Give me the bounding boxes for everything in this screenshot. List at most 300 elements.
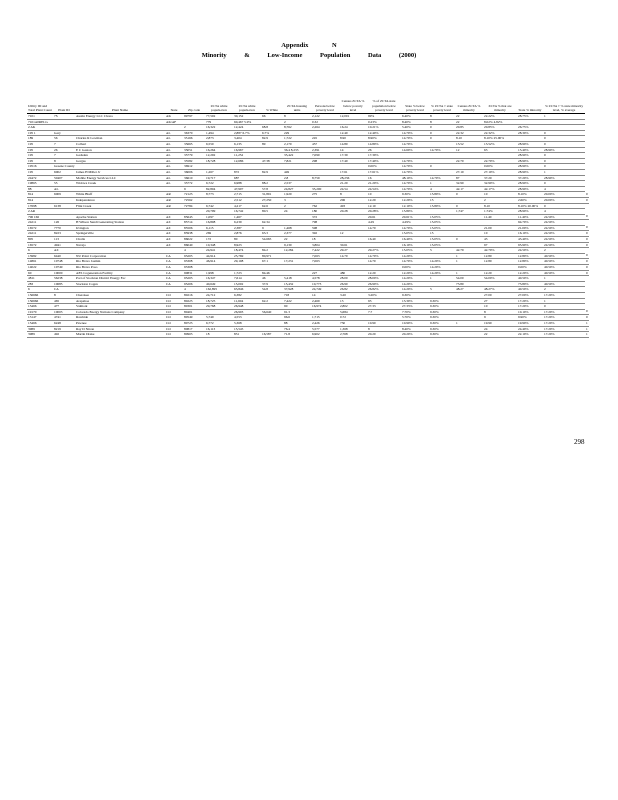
table-cell: 0 bbox=[429, 125, 455, 131]
table-cell: 80,971 bbox=[261, 253, 283, 259]
table-cell: 0.00% bbox=[401, 265, 429, 271]
table-cell: 80903 bbox=[183, 332, 205, 338]
table-cell: Flint Creek bbox=[75, 203, 165, 209]
table-cell: 22 bbox=[455, 119, 483, 125]
table-cell: 46 bbox=[261, 276, 283, 282]
table-cell: 17698 bbox=[27, 203, 53, 209]
table-cell: 805 bbox=[27, 237, 53, 243]
table-cell: 14.70% bbox=[401, 141, 429, 147]
table-cell: 1 bbox=[543, 114, 585, 120]
table-cell: 21.00% bbox=[517, 225, 543, 231]
table-cell: 62.2 bbox=[261, 298, 283, 304]
table-cell: 8 bbox=[429, 114, 455, 120]
table-cell: AK/AF bbox=[165, 119, 183, 125]
column-header: State bbox=[165, 64, 183, 114]
table-cell: 80.5 bbox=[261, 209, 283, 215]
table-cell: 0 bbox=[543, 304, 585, 310]
table-cell: 80549 bbox=[183, 315, 205, 321]
table-cell: 30,152 bbox=[233, 114, 261, 120]
table-cell: Colorado Energy Nations Company bbox=[75, 309, 165, 315]
table-cell: AZ bbox=[165, 231, 183, 237]
table-cell: 40.50% bbox=[543, 270, 585, 276]
document-title bbox=[0, 52, 618, 59]
table-cell: 12,284 bbox=[283, 248, 311, 254]
table-cell: 15.80% bbox=[429, 203, 455, 209]
table-cell: 14.80 bbox=[339, 141, 367, 147]
table-cell: 7101 bbox=[27, 114, 53, 120]
table-cell: 24 bbox=[483, 326, 517, 332]
table-cell: 17.20% bbox=[543, 293, 585, 299]
table-cell: 24.50% bbox=[517, 248, 543, 254]
table-cell: James H Miller Jr bbox=[75, 169, 165, 175]
table-cell: AL bbox=[165, 147, 183, 153]
table-cell: 6,988 bbox=[233, 181, 261, 187]
table-cell: 15,545 bbox=[233, 326, 261, 332]
table-cell: 0 bbox=[543, 141, 585, 147]
table-cell: 17,231 bbox=[283, 259, 311, 265]
table-cell: 42.17 bbox=[455, 186, 483, 192]
table-cell: 14.70% bbox=[429, 147, 455, 153]
table-cell: 99797 bbox=[183, 114, 205, 120]
table-cell: 4,553 bbox=[233, 315, 261, 321]
table-cell: 91.3 bbox=[283, 309, 311, 315]
table-cell: 24.54% bbox=[367, 186, 401, 192]
table-cell: 2,387 bbox=[233, 225, 261, 231]
table-cell: 28.90% bbox=[517, 158, 543, 164]
table-cell: 3.20 bbox=[339, 293, 367, 299]
table-cell: 26.90 bbox=[339, 281, 367, 287]
table-cell: 4 bbox=[183, 287, 205, 293]
table-cell: 195 bbox=[27, 153, 53, 159]
table-cell: 2 bbox=[283, 119, 311, 125]
table-cell: AL bbox=[165, 158, 183, 164]
table-cell: 89 bbox=[261, 141, 283, 147]
table-cell: 2,715 bbox=[233, 192, 261, 198]
table-cell: CO bbox=[165, 293, 183, 299]
table-cell: 9.30% bbox=[429, 309, 455, 315]
table-cell: 814 bbox=[27, 197, 53, 203]
table-cell: White Bluff bbox=[75, 192, 165, 198]
table-cell: 0 bbox=[586, 225, 588, 230]
table-cell: 27,250 bbox=[261, 197, 283, 203]
table-cell: 5 bbox=[429, 287, 455, 293]
table-cell: 15466 bbox=[27, 320, 53, 326]
table-cell: 8,762 bbox=[283, 125, 311, 131]
table-cell: 457 bbox=[311, 141, 339, 147]
table-cell: 1 bbox=[455, 259, 483, 265]
table-cell: 492 bbox=[53, 332, 75, 338]
table-cell: 25,769 bbox=[233, 253, 261, 259]
table-cell: AZ bbox=[165, 214, 183, 220]
table-cell: 17.20% bbox=[543, 332, 585, 338]
table-cell: 762 bbox=[311, 203, 339, 209]
table-cell: 10,348 bbox=[205, 242, 233, 248]
table-cell: 35665 bbox=[183, 141, 205, 147]
table-cell: 14.70% bbox=[401, 130, 429, 136]
table-cell: 172 bbox=[205, 237, 233, 243]
table-cell: 8.40% bbox=[401, 326, 429, 332]
table-cell: 1 bbox=[455, 320, 483, 326]
table-cell: 8223 bbox=[53, 231, 75, 237]
table-cell: 7770 bbox=[53, 225, 75, 231]
table-cell: 6138 bbox=[53, 203, 75, 209]
column-header: Utility ID and Total Plant Count bbox=[27, 64, 53, 114]
table-cell: 14.80% bbox=[367, 141, 401, 147]
table-cell: Rawhide bbox=[75, 315, 165, 321]
table-cell: 11.40% bbox=[517, 214, 543, 220]
table-cell: Charles R Lowman bbox=[75, 136, 165, 142]
table-cell: 10000 bbox=[53, 270, 75, 276]
table-cell: 2 bbox=[543, 287, 585, 293]
table-cell: 68.8 bbox=[261, 125, 283, 131]
table-cell: 14.70 bbox=[367, 259, 401, 265]
table-cell: 16,113 bbox=[205, 326, 233, 332]
table-cell: 24.50% bbox=[543, 231, 585, 237]
table-cell: 28.90% bbox=[543, 175, 585, 181]
table-cell: 66 bbox=[261, 114, 283, 120]
table-cell: AL bbox=[53, 186, 75, 192]
table-cell: 0 bbox=[586, 315, 588, 320]
table-cell: 480 bbox=[339, 270, 367, 276]
table-cell: 54.00 bbox=[455, 276, 483, 282]
table-cell: Widows Creek bbox=[75, 181, 165, 187]
table-cell: 2,426 bbox=[311, 320, 339, 326]
table-cell: 85506 bbox=[183, 225, 205, 231]
table-cell: 17.61 bbox=[339, 169, 367, 175]
table-cell: 477 bbox=[53, 304, 75, 310]
table-cell: 18 bbox=[205, 332, 233, 338]
table-cell: 95206 bbox=[183, 281, 205, 287]
table-cell: Greene County bbox=[54, 164, 75, 169]
table-cell: 18,725 bbox=[205, 298, 233, 304]
table-cell: 195 bbox=[27, 158, 53, 164]
table-cell: 2 AR bbox=[27, 209, 53, 215]
column-header: % ZCTA > state poverty level bbox=[429, 64, 455, 114]
table-cell: 22.22% bbox=[483, 114, 517, 120]
table-cell: 12.80% bbox=[517, 259, 543, 265]
table-cell: 0 bbox=[455, 192, 483, 198]
table-cell: 0 bbox=[586, 214, 588, 219]
table-cell: 12.20 bbox=[483, 270, 517, 276]
table-cell: 80301 bbox=[183, 304, 205, 310]
table-cell: CO bbox=[165, 298, 183, 304]
table-cell: 10 bbox=[483, 304, 517, 310]
table-cell: 40.50% bbox=[543, 259, 585, 265]
table-cell: AZ bbox=[165, 220, 183, 226]
table-cell: 19,717 bbox=[205, 175, 233, 181]
table-cell: 24.50% bbox=[543, 225, 585, 231]
table-cell: 1 bbox=[586, 320, 588, 325]
table-cell: 17.61% bbox=[367, 169, 401, 175]
table-cell: 12.80 bbox=[483, 259, 517, 265]
table-cell: 6 bbox=[27, 248, 53, 254]
table-cell: 18,474 bbox=[233, 248, 261, 254]
table-cell: 0.00% bbox=[483, 164, 517, 170]
table-cell: 796 166 bbox=[27, 214, 53, 220]
column-header: % ZCTA > % state minority level, % average bbox=[543, 64, 585, 114]
column-header: % White bbox=[261, 64, 283, 114]
table-cell: Mobile Energy Services LLC bbox=[75, 175, 165, 181]
table-cell: 16572 bbox=[27, 225, 53, 231]
table-cell: Pawnee bbox=[75, 320, 165, 326]
table-cell: 0 bbox=[543, 136, 585, 142]
table-cell: 372 bbox=[311, 214, 339, 220]
table-cell: 82.9 bbox=[261, 136, 283, 142]
table-cell: 814 bbox=[27, 192, 53, 198]
table-cell: 14.20% bbox=[401, 253, 429, 259]
table-cell: 9.30% bbox=[429, 332, 455, 338]
table-cell: 46,914 bbox=[205, 259, 233, 265]
table-cell: 12.20% bbox=[517, 270, 543, 276]
table-cell: 4741 bbox=[53, 315, 75, 321]
table-row bbox=[27, 332, 589, 338]
table-cell: Gorgas bbox=[75, 158, 165, 164]
table-cell: 6.40% bbox=[401, 114, 429, 120]
table-cell: 12.40% bbox=[367, 130, 401, 136]
table-cell: 0 bbox=[543, 203, 585, 209]
table-cell: 20.28% bbox=[367, 209, 401, 215]
table-cell: 13147 bbox=[27, 315, 53, 321]
table-cell: 5,749 bbox=[205, 315, 233, 321]
table-cell: 95.90% bbox=[517, 242, 543, 248]
table-cell: AES Cogeneration Facility bbox=[75, 270, 165, 276]
table-cell: 20.00% bbox=[543, 197, 585, 203]
table-cell: CO bbox=[165, 326, 183, 332]
table-cell: 97 bbox=[483, 242, 517, 248]
appendix-letter: N bbox=[332, 42, 337, 49]
table-cell: CO bbox=[165, 332, 183, 338]
table-cell: 15.05% bbox=[429, 242, 455, 248]
table-cell: 27.33 bbox=[367, 304, 401, 310]
table-cell: 227 bbox=[311, 270, 339, 276]
table-cell: 14.70% bbox=[401, 164, 429, 170]
table-cell: 14.20% bbox=[401, 287, 429, 293]
table-cell: 1 bbox=[543, 169, 585, 175]
table-cell: 0.23% bbox=[367, 119, 401, 125]
column-header: State % below poverty level bbox=[401, 64, 429, 114]
table-cell: 9,130 bbox=[283, 242, 311, 248]
table-cell: 93308 bbox=[183, 259, 205, 265]
table-cell: CO bbox=[165, 320, 183, 326]
table-cell: 11.40 bbox=[483, 214, 517, 220]
table-cell: 2.60% bbox=[517, 197, 543, 203]
table-cell: 8,773 bbox=[205, 192, 233, 198]
table-cell: 15466 bbox=[27, 304, 53, 310]
table-cell: 26.75% bbox=[517, 125, 543, 131]
table-cell: AR bbox=[165, 197, 183, 203]
table-cell: AZ bbox=[165, 225, 183, 231]
table-cell: 2,391 bbox=[311, 147, 339, 153]
table-cell: 14.20% bbox=[429, 259, 455, 265]
table-cell: 17.39 bbox=[339, 153, 367, 159]
table-cell: 598 bbox=[311, 225, 339, 231]
table-cell: 12,001 bbox=[339, 114, 367, 120]
table-cell: 2,264 bbox=[311, 125, 339, 131]
table-cell: 17.20% bbox=[543, 326, 585, 332]
minority-income-table bbox=[27, 64, 589, 338]
table-cell: 20.85 bbox=[455, 125, 483, 131]
table-cell: 1 bbox=[543, 276, 585, 282]
table-cell: 730 bbox=[339, 320, 367, 326]
table-cell: 12 bbox=[339, 231, 367, 237]
table-cell: 8.90 bbox=[339, 136, 367, 142]
table-cell: 26,903 bbox=[233, 309, 261, 315]
table-cell: 24,712 bbox=[205, 293, 233, 299]
table-cell: AL bbox=[165, 175, 183, 181]
table-cell: 180 bbox=[311, 209, 339, 215]
table-cell: CA bbox=[165, 276, 183, 282]
table-cell: 19.90 bbox=[483, 320, 517, 326]
table-cell: 88.2 bbox=[261, 181, 283, 187]
table-cell: 5,684 bbox=[339, 309, 367, 315]
table-cell: 80401 bbox=[183, 309, 205, 315]
table-cell: 24.50% bbox=[543, 220, 585, 226]
table-cell: 27.33% bbox=[401, 304, 429, 310]
table-cell: 14.70 bbox=[367, 225, 401, 231]
table-cell: 392 bbox=[311, 231, 339, 237]
table-cell: 5,418 bbox=[283, 276, 311, 282]
table-cell: 27.00% bbox=[517, 293, 543, 299]
table-cell: 35772 bbox=[183, 181, 205, 187]
table-cell: NU Point Corporation bbox=[75, 253, 165, 259]
table-cell: 93203 bbox=[183, 253, 205, 259]
table-cell: 1,368 bbox=[339, 326, 367, 332]
table-cell: 7,063 bbox=[311, 259, 339, 265]
table-cell: 15.05% bbox=[429, 220, 455, 226]
column-header: ZCTA white popula-tion bbox=[205, 64, 233, 114]
table-cell: 195 bbox=[27, 147, 53, 153]
table-cell: 20.00% bbox=[543, 192, 585, 198]
table-cell: 5 bbox=[429, 248, 455, 254]
table-cell: 245 bbox=[311, 136, 339, 142]
table-cell: 36912 bbox=[183, 164, 205, 170]
table-cell: 63.3 bbox=[261, 231, 283, 237]
table-cell: 36006 bbox=[183, 169, 205, 175]
table-cell: 1.74% bbox=[483, 209, 517, 215]
table-cell: 14.70% bbox=[401, 158, 429, 164]
table-cell: 54.00% bbox=[483, 276, 517, 282]
table-cell: 687 bbox=[233, 175, 261, 181]
table-cell: 0 bbox=[586, 259, 588, 264]
table-cell: 15.80% bbox=[401, 209, 429, 215]
table-cell: 9 bbox=[261, 225, 283, 231]
table-cell: 36.4 8,233 bbox=[283, 147, 311, 153]
table-cell: 24.50% bbox=[543, 214, 585, 220]
table-cell: 19.90% bbox=[517, 320, 543, 326]
table-cell: 14.70 bbox=[339, 253, 367, 259]
table-cell: 0 bbox=[455, 237, 483, 243]
table-cell: 24,749 bbox=[311, 287, 339, 293]
table-cell: 37.20% bbox=[517, 175, 543, 181]
table-cell: 20.61% bbox=[401, 214, 429, 220]
table-cell: 8,759 bbox=[311, 175, 339, 181]
table-cell: 18,728 bbox=[205, 158, 233, 164]
table-cell: 26.82 bbox=[339, 287, 367, 293]
table-body bbox=[27, 114, 589, 338]
table-cell: 13.52 bbox=[455, 141, 483, 147]
table-cell: 28.90% bbox=[517, 169, 543, 175]
table-cell: 54.665 bbox=[261, 237, 283, 243]
table-cell: Cherokee bbox=[75, 293, 165, 299]
table-cell: 27.10 bbox=[455, 169, 483, 175]
table-cell: 28.90% bbox=[517, 141, 543, 147]
table-cell: 14.20% bbox=[429, 270, 455, 276]
table-cell: 9 bbox=[483, 315, 517, 321]
column-header: % of ZCTA state population below poverty level bbox=[367, 64, 401, 114]
table-cell: 93308 bbox=[183, 265, 205, 271]
table-cell: 67.1 bbox=[261, 259, 283, 265]
table-cell: 14.60% bbox=[401, 147, 429, 153]
table-cell: 35582 bbox=[183, 158, 205, 164]
table-cell: AR bbox=[165, 203, 183, 209]
title-word: & bbox=[244, 52, 250, 59]
table-cell: 8.40% bbox=[401, 119, 429, 125]
table-cell: 6 bbox=[27, 287, 53, 293]
title-word: Population bbox=[319, 52, 351, 59]
table-cell: 2 bbox=[183, 125, 205, 131]
table-cell: 82.9 bbox=[261, 169, 283, 175]
table-cell: 7,422 bbox=[283, 298, 311, 304]
table-cell: 8.10% 25.90% bbox=[483, 136, 517, 142]
table-cell: 113 bbox=[53, 237, 75, 243]
table-cell: 12.20 bbox=[367, 270, 401, 276]
table-cell: 22.70% bbox=[483, 158, 517, 164]
table-cell: 0.72 bbox=[339, 315, 367, 321]
table-cell: 5,368 bbox=[233, 320, 261, 326]
table-cell: 15.05% bbox=[401, 231, 429, 237]
table-cell: 10749 bbox=[53, 265, 75, 271]
table-cell: 27.10% bbox=[483, 169, 517, 175]
table-cell: 8219 bbox=[53, 326, 75, 332]
table-cell: 15.40% bbox=[517, 147, 543, 153]
table-cell: 88 bbox=[283, 320, 311, 326]
table-cell: CO bbox=[165, 315, 183, 321]
table-cell: 2,377 bbox=[283, 231, 311, 237]
table-cell: 24.50% bbox=[543, 237, 585, 243]
table-cell: AL bbox=[165, 181, 183, 187]
table-cell: 37,928 bbox=[283, 287, 311, 293]
table-cell: 12.20% bbox=[401, 270, 429, 276]
table-cell: 54.8 bbox=[261, 287, 283, 293]
table-cell: 29,768 bbox=[205, 304, 233, 310]
table-cell: 56 bbox=[53, 136, 75, 142]
table-cell: 16,322 bbox=[205, 125, 233, 131]
table-cell: 7101A0RELG bbox=[27, 119, 53, 125]
table-cell: 2 bbox=[283, 203, 311, 209]
table-cell: Arapahoe bbox=[75, 298, 165, 304]
table-cell: 21.00 bbox=[483, 225, 517, 231]
table-cell: 8 bbox=[53, 158, 75, 164]
column-header: ZCTA white popula-tion bbox=[233, 64, 261, 114]
table-cell: 1,267 bbox=[205, 169, 233, 175]
table-cell: 14.20% bbox=[401, 281, 429, 287]
table-cell: 189 bbox=[27, 136, 53, 142]
table-cell: 8 bbox=[483, 309, 517, 315]
table-cell: 28.00% bbox=[367, 276, 401, 282]
column-header: ZCTA housing units bbox=[283, 64, 311, 114]
table-cell: 6,722 bbox=[205, 181, 233, 187]
table-cell: 24,827 bbox=[283, 186, 311, 192]
table-cell: 24472 bbox=[27, 175, 53, 181]
table-cell: 20,799 bbox=[205, 209, 233, 215]
table-cell: 162,895 bbox=[205, 287, 233, 293]
table-cell: 6.7% bbox=[261, 130, 283, 136]
table-cell: 1 bbox=[543, 298, 585, 304]
table-cell: 2,469 bbox=[311, 298, 339, 304]
table-cell: 1,097 bbox=[205, 214, 233, 220]
column-header: Plant Name bbox=[75, 64, 165, 114]
table-cell: Rio Bravo Poso bbox=[75, 265, 165, 271]
